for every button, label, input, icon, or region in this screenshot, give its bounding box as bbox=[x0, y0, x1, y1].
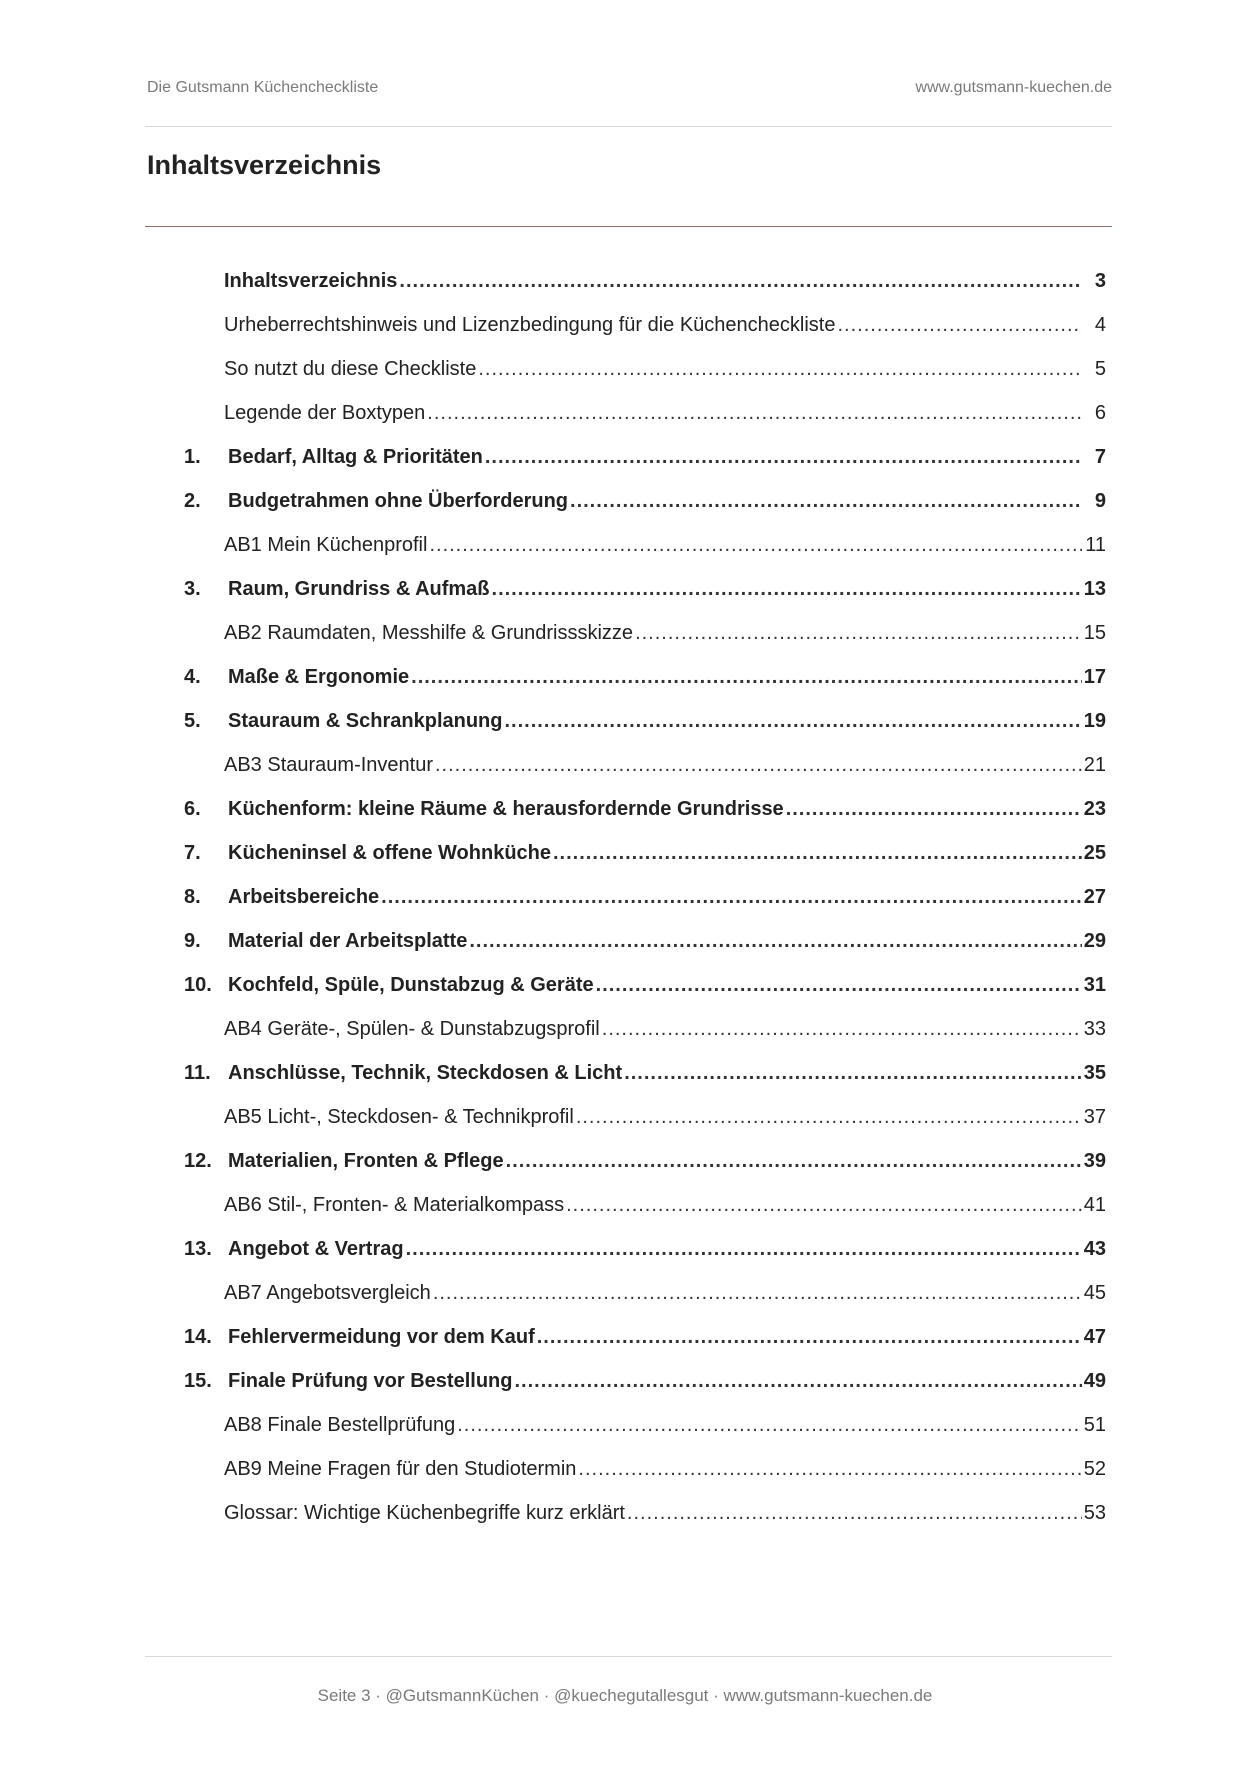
toc-entry-page-number: 13 bbox=[1083, 578, 1106, 600]
header-website-link[interactable]: www.gutsmann-kuechen.de bbox=[915, 79, 1112, 96]
toc-entry-page-number: 35 bbox=[1083, 1062, 1106, 1084]
toc-dot-leader bbox=[429, 530, 1082, 560]
toc-entry-page-number: 25 bbox=[1083, 842, 1106, 864]
toc-entry-page-number: 11 bbox=[1085, 534, 1106, 556]
toc-entry-label: Materialien, Fronten & Pflege bbox=[228, 1150, 504, 1172]
toc-entry-label: So nutzt du diese Checkliste bbox=[224, 358, 477, 380]
toc-entry-page-number: 4 bbox=[1094, 314, 1106, 336]
toc-entry[interactable] bbox=[180, 266, 1106, 310]
toc-entry-number: 6. bbox=[184, 798, 201, 820]
toc-entry-label: AB5 Licht-, Steckdosen- & Technikprofil bbox=[224, 1106, 574, 1128]
toc-entry-label: Fehlervermeidung vor dem Kauf bbox=[228, 1326, 535, 1348]
page-footer: Seite 3 · @GutsmannKüchen · @kuechegutallesgut · www.gutsmann-kuechen.de bbox=[317, 1686, 933, 1705]
toc-entry-number: 11. bbox=[184, 1062, 211, 1084]
toc-entry-label: AB1 Mein Küchenprofil bbox=[224, 534, 428, 556]
toc-entry-page-number: 17 bbox=[1083, 666, 1106, 688]
toc-entry-page-number: 3 bbox=[1094, 270, 1106, 292]
toc-entry-page-number: 7 bbox=[1094, 446, 1106, 468]
toc-entry[interactable] bbox=[180, 530, 1106, 574]
toc-entry[interactable] bbox=[180, 442, 1106, 486]
toc-dot-leader bbox=[457, 1410, 1082, 1440]
toc-entry-number: 2. bbox=[184, 490, 201, 512]
toc-dot-leader bbox=[786, 794, 1082, 824]
toc-dot-leader bbox=[837, 310, 1082, 340]
toc-entry-label: Inhaltsverzeichnis bbox=[224, 270, 398, 292]
toc-entry-label: Budgetrahmen ohne Überforderung bbox=[228, 490, 569, 512]
toc-entry[interactable] bbox=[180, 618, 1106, 662]
toc-entry-page-number: 19 bbox=[1083, 710, 1106, 732]
toc-dot-leader bbox=[602, 1014, 1082, 1044]
toc-entry-page-number: 21 bbox=[1083, 754, 1106, 776]
toc-entry-label: Raum, Grundriss & Aufmaß bbox=[228, 578, 490, 600]
toc-entry-page-number: 37 bbox=[1083, 1106, 1106, 1128]
toc-entry-number: 10. bbox=[184, 974, 212, 996]
toc-entry[interactable] bbox=[180, 486, 1106, 530]
toc-entry-page-number: 43 bbox=[1083, 1238, 1106, 1260]
toc-entry-page-number: 45 bbox=[1083, 1282, 1106, 1304]
toc-dot-leader bbox=[627, 1498, 1082, 1528]
toc-entry-label: AB9 Meine Fragen für den Studiotermin bbox=[224, 1458, 577, 1480]
toc-entry-number: 4. bbox=[184, 666, 201, 688]
toc-dot-leader bbox=[576, 1102, 1082, 1132]
toc-entry-label: Anschlüsse, Technik, Steckdosen & Licht bbox=[228, 1062, 623, 1084]
toc-dot-leader bbox=[399, 266, 1082, 296]
toc-entry-page-number: 5 bbox=[1094, 358, 1106, 380]
toc-entry-label: Urheberrechtshinweis und Lizenzbedingung für die Küchencheckliste bbox=[224, 314, 836, 336]
toc-dot-leader bbox=[406, 1234, 1082, 1264]
table-of-contents bbox=[180, 266, 1106, 1542]
toc-entry-number: 7. bbox=[184, 842, 201, 864]
toc-dot-leader bbox=[570, 486, 1082, 516]
toc-entry-page-number: 39 bbox=[1083, 1150, 1106, 1172]
toc-entry-label: Material der Arbeitsplatte bbox=[228, 930, 468, 952]
toc-entry-label: Küchenform: kleine Räume & herausfordernde Grundrisse bbox=[228, 798, 784, 820]
toc-dot-leader bbox=[381, 882, 1082, 912]
toc-entry-label: AB2 Raumdaten, Messhilfe & Grundrissskizze bbox=[224, 622, 634, 644]
page-header bbox=[147, 76, 1112, 100]
toc-dot-leader bbox=[566, 1190, 1082, 1220]
header-document-title: Die Gutsmann Küchencheckliste bbox=[147, 79, 379, 96]
title-divider bbox=[145, 226, 1112, 227]
toc-entry-page-number: 49 bbox=[1083, 1370, 1106, 1392]
toc-entry[interactable] bbox=[180, 1234, 1106, 1278]
toc-entry[interactable] bbox=[180, 1146, 1106, 1190]
toc-entry-number: 1. bbox=[184, 446, 201, 468]
toc-entry[interactable] bbox=[180, 354, 1106, 398]
toc-dot-leader bbox=[469, 926, 1081, 956]
toc-dot-leader bbox=[433, 1278, 1082, 1308]
toc-entry-page-number: 47 bbox=[1083, 1326, 1106, 1348]
toc-entry[interactable] bbox=[180, 1454, 1106, 1498]
toc-entry-page-number: 52 bbox=[1083, 1458, 1106, 1480]
toc-entry[interactable] bbox=[180, 1014, 1106, 1058]
toc-entry[interactable] bbox=[180, 1498, 1106, 1542]
toc-entry[interactable] bbox=[180, 1190, 1106, 1234]
toc-dot-leader bbox=[635, 618, 1082, 648]
toc-entry-page-number: 9 bbox=[1094, 490, 1106, 512]
toc-entry-page-number: 23 bbox=[1083, 798, 1106, 820]
toc-entry-page-number: 53 bbox=[1083, 1502, 1106, 1524]
toc-entry[interactable] bbox=[180, 1058, 1106, 1102]
toc-entry[interactable] bbox=[180, 310, 1106, 354]
toc-entry-page-number: 6 bbox=[1094, 402, 1106, 424]
toc-entry-page-number: 41 bbox=[1083, 1194, 1106, 1216]
toc-entry-number: 12. bbox=[184, 1150, 212, 1172]
toc-dot-leader bbox=[553, 838, 1082, 868]
toc-entry[interactable] bbox=[180, 662, 1106, 706]
toc-entry-label: AB6 Stil-, Fronten- & Materialkompass bbox=[224, 1194, 565, 1216]
toc-dot-leader bbox=[578, 1454, 1081, 1484]
toc-dot-leader bbox=[478, 354, 1082, 384]
toc-entry-page-number: 31 bbox=[1083, 974, 1106, 996]
toc-dot-leader bbox=[492, 574, 1082, 604]
toc-entry[interactable] bbox=[180, 574, 1106, 618]
header-divider bbox=[145, 126, 1112, 127]
toc-entry[interactable] bbox=[180, 1366, 1106, 1410]
toc-entry[interactable] bbox=[180, 750, 1106, 794]
toc-entry[interactable] bbox=[180, 398, 1106, 442]
toc-entry-label: AB8 Finale Bestellprüfung bbox=[224, 1414, 456, 1436]
toc-dot-leader bbox=[624, 1058, 1082, 1088]
toc-entry-number: 5. bbox=[184, 710, 201, 732]
toc-entry-label: Finale Prüfung vor Bestellung bbox=[228, 1370, 513, 1392]
toc-dot-leader bbox=[411, 662, 1082, 692]
toc-entry[interactable] bbox=[180, 794, 1106, 838]
page-title: Inhaltsverzeichnis bbox=[147, 150, 382, 180]
toc-entry-page-number: 27 bbox=[1083, 886, 1106, 908]
toc-entry-number: 8. bbox=[184, 886, 201, 908]
toc-entry-page-number: 33 bbox=[1083, 1018, 1106, 1040]
toc-entry[interactable] bbox=[180, 706, 1106, 750]
toc-entry-number: 13. bbox=[184, 1238, 212, 1260]
toc-entry-number: 14. bbox=[184, 1326, 212, 1348]
toc-entry-label: Arbeitsbereiche bbox=[228, 886, 380, 908]
toc-entry[interactable] bbox=[180, 1322, 1106, 1366]
toc-entry-label: AB7 Angebotsvergleich bbox=[224, 1282, 431, 1304]
toc-entry-label: Angebot & Vertrag bbox=[228, 1238, 404, 1260]
toc-dot-leader bbox=[514, 1366, 1081, 1396]
toc-dot-leader bbox=[435, 750, 1082, 780]
toc-dot-leader bbox=[427, 398, 1082, 428]
toc-entry-label: Glossar: Wichtige Küchenbegriffe kurz erklärt bbox=[224, 1502, 625, 1524]
toc-dot-leader bbox=[596, 970, 1082, 1000]
toc-entry-label: Legende der Boxtypen bbox=[224, 402, 426, 424]
toc-entry[interactable] bbox=[180, 1410, 1106, 1454]
toc-dot-leader bbox=[505, 706, 1082, 736]
toc-entry-number: 3. bbox=[184, 578, 201, 600]
toc-entry[interactable] bbox=[180, 882, 1106, 926]
toc-entry[interactable] bbox=[180, 838, 1106, 882]
toc-entry-label: Maße & Ergonomie bbox=[228, 666, 410, 688]
toc-entry-page-number: 15 bbox=[1083, 622, 1106, 644]
toc-entry-label: Kücheninsel & offene Wohnküche bbox=[228, 842, 551, 864]
toc-dot-leader bbox=[537, 1322, 1082, 1352]
toc-entry-label: Stauraum & Schrankplanung bbox=[228, 710, 503, 732]
toc-entry-page-number: 51 bbox=[1083, 1414, 1106, 1436]
toc-entry-number: 15. bbox=[184, 1370, 212, 1392]
footer-divider bbox=[145, 1656, 1112, 1657]
toc-entry-label: AB3 Stauraum-Inventur bbox=[224, 754, 433, 776]
toc-entry[interactable] bbox=[180, 926, 1106, 970]
toc-dot-leader bbox=[506, 1146, 1082, 1176]
toc-entry-label: Kochfeld, Spüle, Dunstabzug & Geräte bbox=[228, 974, 594, 996]
toc-entry[interactable] bbox=[180, 1102, 1106, 1146]
toc-dot-leader bbox=[485, 442, 1082, 472]
toc-entry-page-number: 29 bbox=[1083, 930, 1106, 952]
toc-entry-number: 9. bbox=[184, 930, 201, 952]
toc-entry[interactable] bbox=[180, 970, 1106, 1014]
toc-entry[interactable] bbox=[180, 1278, 1106, 1322]
toc-entry-label: Bedarf, Alltag & Prioritäten bbox=[228, 446, 483, 468]
toc-entry-label: AB4 Geräte-, Spülen- & Dunstabzugsprofil bbox=[224, 1018, 600, 1040]
